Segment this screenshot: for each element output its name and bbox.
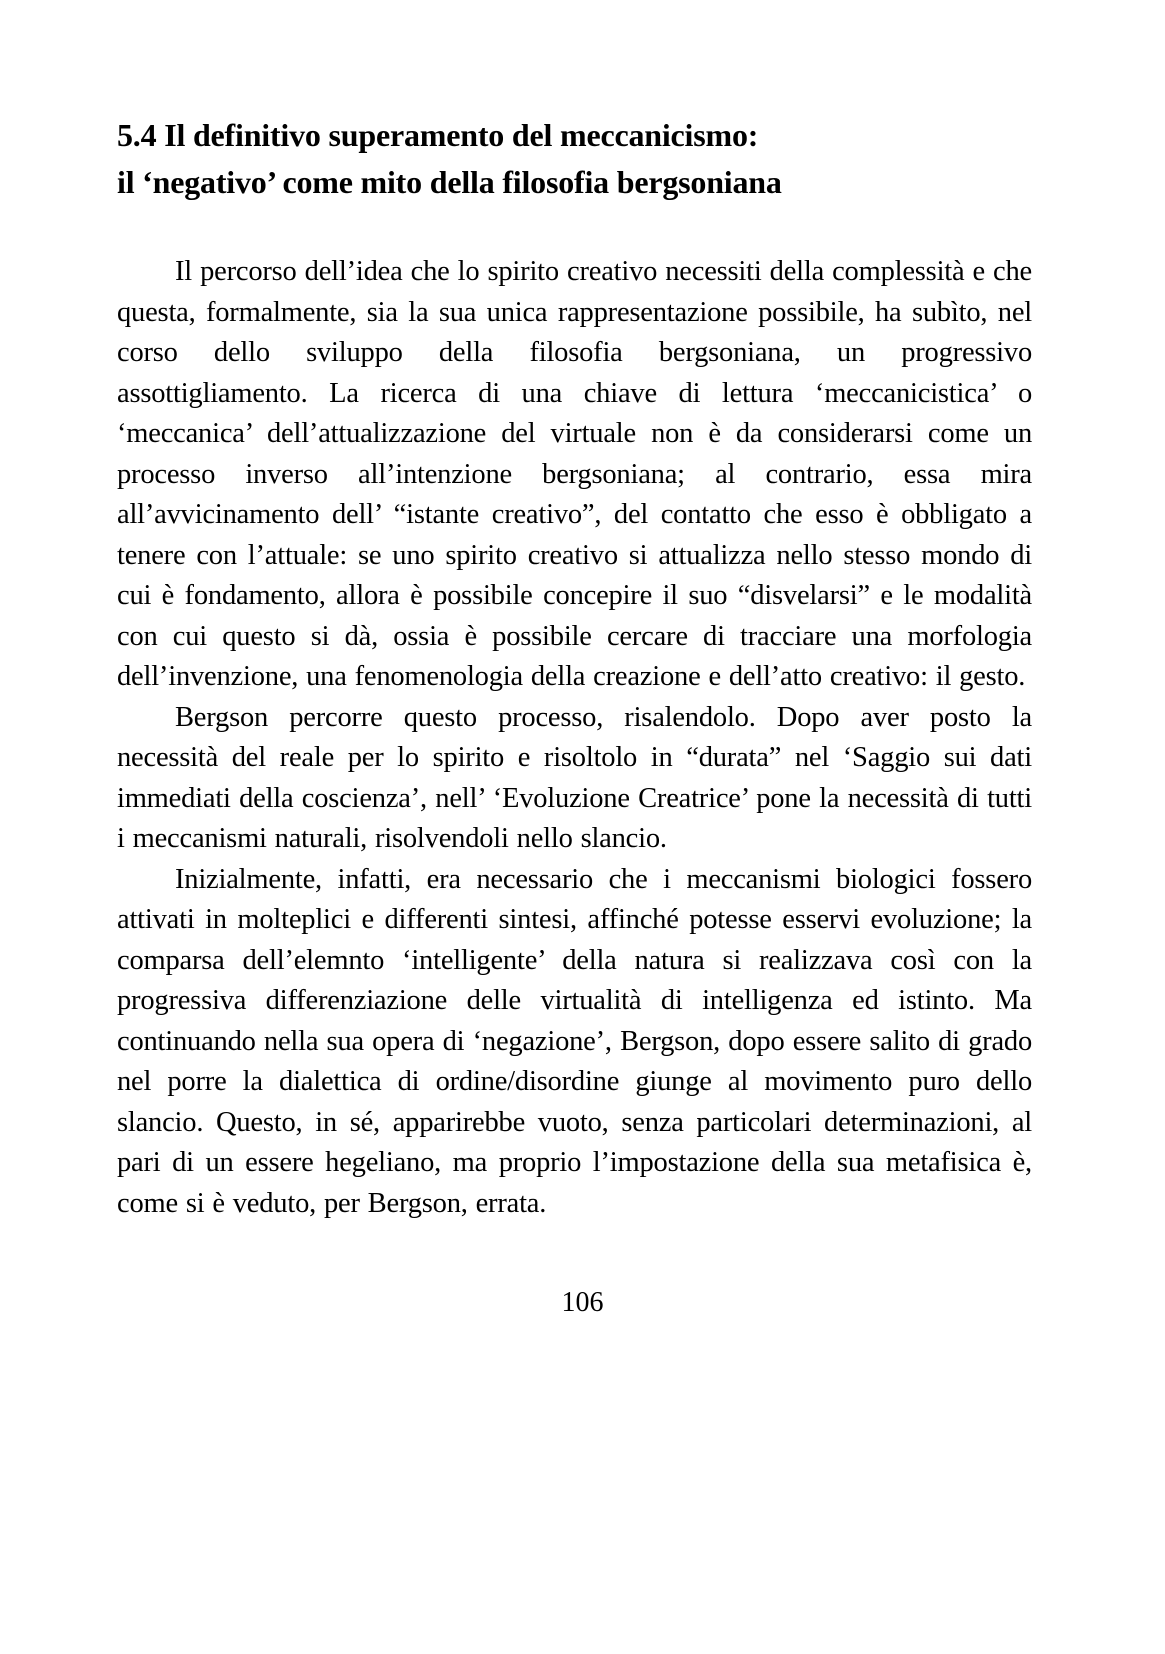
section-heading (117, 112, 1032, 206)
paragraph-1: Il percorso dell’idea che lo spirito creativo necessiti della complessità e che questa, formalmente, sia la sua unica rappresentazione possibile, ha subìto, nel corso dello sviluppo della filosofia bergsoniana, un progressivo assottigliamento. La ricerca di una chiave di lettura ‘meccanicistica’ o ‘meccanica’ dell’attualizzazione del virtuale non è da considerarsi come un processo inverso all’intenzione bergsoniana; al contrario, essa mira all’avvicinamento dell’ “istante creativo”, del contatto che esso è obbligato a tenere con l’attuale: se uno spirito creativo si attualizza nello stesso mondo di cui è fondamento, allora è possibile concepire il suo “disvelarsi” e le modalità con cui questo si dà, ossia è possibile cercare di tracciare una morfologia dell’invenzione, una fenomenologia della creazione e dell’atto creativo: il gesto. (117, 256, 1032, 692)
section-heading-line1: 5.4 Il definitivo superamento del meccanicismo: (117, 117, 759, 153)
section-heading-line2: il ‘negativo’ come mito della filosofia bergsoniana (117, 164, 782, 200)
page-number: 106 (561, 1287, 604, 1318)
paragraph-2: Bergson percorre questo processo, risalendolo. Dopo aver posto la necessità del reale per lo spirito e risoltolo in “durata” nel ‘Saggio sui dati immediati della coscienza’, nell’ ‘Evoluzione Creatrice’ pone la necessità di tutti i meccanismi naturali, risolvendoli nello slancio. (117, 701, 1032, 854)
paragraph-3: Inizialmente, infatti, era necessario che i meccanismi biologici fossero attivati in molteplici e differenti sintesi, affinché potesse esservi evoluzione; la comparsa dell’elemnto ‘intelligente’ della natura si realizzava così con la progressiva differenziazione delle virtualità di intelligenza ed istinto. Ma continuando nella sua opera di ‘negazione’, Bergson, dopo essere salito di grado nel porre la dialettica di ordine/disordine giunge al movimento puro dello slancio. Questo, in sé, apparirebbe vuoto, senza particolari determinazioni, al pari di un essere hegeliano, ma proprio l’impostazione della sua metafisica è, come si è veduto, per Bergson, errata. (117, 863, 1032, 1219)
